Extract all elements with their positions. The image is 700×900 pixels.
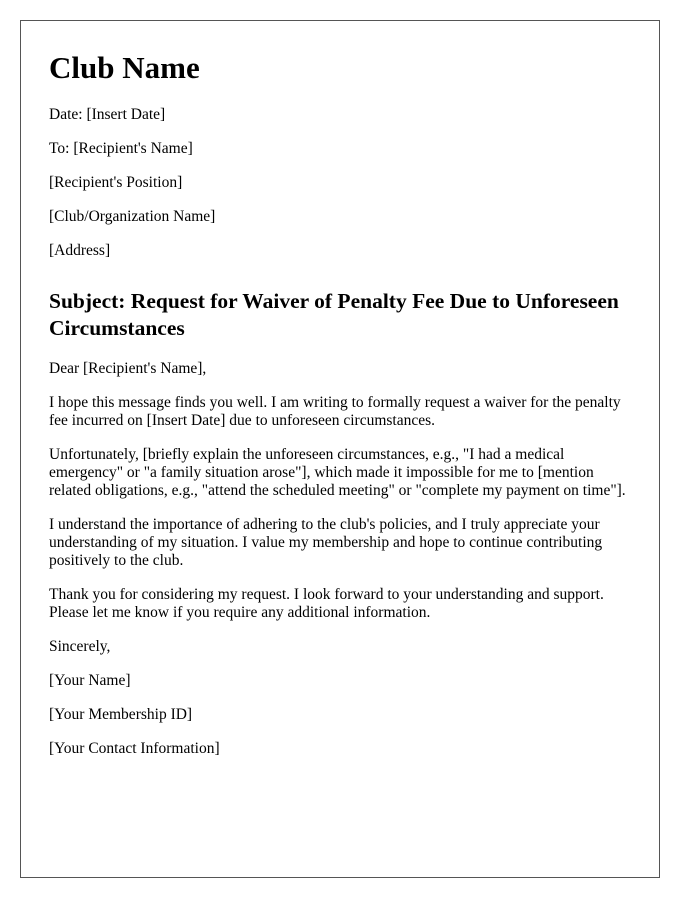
subject-heading: Subject: Request for Waiver of Penalty Fee Due to Unforeseen Circumstances [49, 289, 619, 340]
body-paragraph-2: Unfortunately, [briefly explain the unforeseen circumstances, e.g., "I had a medical emergency" or "a family situation arose"], which made it impossible for me to [mention related obligations, e.g., "attend the scheduled meeting" or "complete my payment on time"]. [49, 446, 626, 499]
recipient-position-line: [Recipient's Position] [49, 174, 183, 191]
date-line: Date: [Insert Date] [49, 106, 166, 123]
letter-page [20, 20, 660, 878]
body-paragraph-4: Thank you for considering my request. I look forward to your understanding and support. Please let me know if you require any additional information. [49, 586, 604, 621]
closing: Sincerely, [49, 638, 111, 655]
address-line: [Address] [49, 242, 111, 259]
organization-line: [Club/Organization Name] [49, 208, 216, 225]
recipient-name-line: To: [Recipient's Name] [49, 140, 193, 157]
body-paragraph-1: I hope this message finds you well. I am writing to formally request a waiver for the penalty fee incurred on [Insert Date] due to unforeseen circumstances. [49, 394, 621, 429]
salutation: Dear [Recipient's Name], [49, 360, 207, 377]
signature-membership-id: [Your Membership ID] [49, 706, 193, 723]
club-name-heading: Club Name [49, 50, 200, 85]
body-paragraph-3: I understand the importance of adhering to the club's policies, and I truly appreciate your understanding of my situation. I value my membership and hope to continue contributing positively to the club. [49, 516, 603, 569]
signature-contact: [Your Contact Information] [49, 740, 220, 757]
signature-name: [Your Name] [49, 672, 131, 689]
